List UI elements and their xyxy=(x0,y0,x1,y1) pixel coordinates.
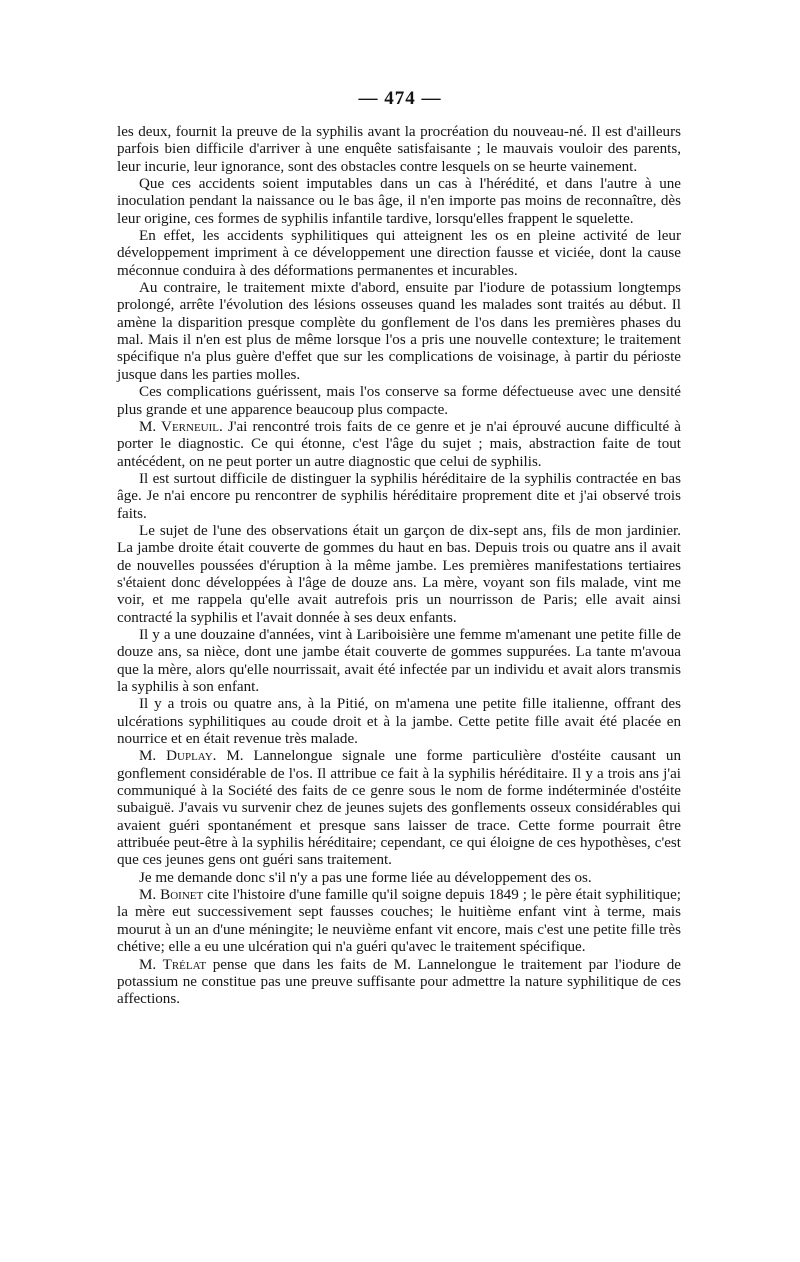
paragraph xyxy=(117,124,681,176)
speaker-name: M. Verneuil. xyxy=(139,418,223,435)
paragraph xyxy=(117,384,681,419)
paragraph xyxy=(117,176,681,228)
paragraph-text: Que ces accidents soient imputables dans un cas à l'hérédité, et dans l'autre à une inoculation pendant la naissance ou le bas âge, il n'en importe pas moins de reconnaître, dès leur origine, ces formes de syphilis infantile tardive, lorsqu'elles frappent le squelette. xyxy=(117,176,681,227)
paragraph xyxy=(117,887,681,956)
paragraph xyxy=(117,627,681,696)
paragraph-text: M. Lannelongue signale une forme particulière d'ostéite causant un gonflement considérable de l'os. Il attribue ce fait à la syphilis héréditaire. Il y a trois ans j'ai communiqué à la Société des faits de ce genre sous le nom de forme indéterminée d'ostéite subaiguë. J'avais vu survenir chez de jeunes sujets des gonflements osseux considérables qui avaient guéri spontanément et presque sans laisser de trace. Cette forme pourrait être attribuée peut-être à la syphilis héréditaire; cependant, ce qui éloigne de ces hypothèses, c'est que ces jeunes gens ont guéri sans traitement. xyxy=(117,748,681,869)
paragraph-text: Au contraire, le traitement mixte d'abord, ensuite par l'iodure de potassium longtemps prolongé, arrête l'évolution des lésions osseuses quand les malades sont traités au début. Il amène la disparition presque complète du gonflement de l'os dans les premières phases du mal. Mais il n'en est plus de même lorsque l'os a pris une nouvelle contexture; le traitement spécifique n'a plus guère d'effet que sur les complications de voisinage, à partir du périoste jusque dans les parties molles. xyxy=(117,280,681,383)
paragraph xyxy=(117,957,681,1009)
paragraph-text: Le sujet de l'une des observations était un garçon de dix-sept ans, fils de mon jardinier. La jambe droite était couverte de gommes du haut en bas. Depuis trois ou quatre ans il avait de nouvelles poussées d'éruption à la même jambe. Les premières manifestations tertiaires s'étaient donc développées à l'âge de douze ans. La mère, voyant son fils malade, vint me voir, et me rappela qu'elle avait autrefois pris un nourrisson de Paris; elle avait ainsi contracté la syphilis et l'avait donnée à ses deux enfants. xyxy=(117,522,681,626)
paragraph xyxy=(117,471,681,523)
paragraph xyxy=(117,280,681,384)
paragraph xyxy=(117,419,681,471)
paragraph-text: pense que dans les faits de M. Lannelongue le traitement par l'iodure de potassium ne constitue pas une preuve suffisante pour admettre la nature syphilitique de ces affections. xyxy=(117,956,681,1008)
paragraph xyxy=(117,228,681,280)
paragraph-text: Ces complications guérissent, mais l'os conserve sa forme défectueuse avec une densité plus grande et une apparence beaucoup plus compacte. xyxy=(117,384,681,418)
paragraph xyxy=(117,870,681,887)
speaker-name: M. Boinet xyxy=(139,887,204,904)
speaker-name: M. Duplay. xyxy=(139,748,217,765)
speaker-name: M. Trélat xyxy=(139,956,207,973)
paragraph-text: Il y a trois ou quatre ans, à la Pitié, on m'amena une petite fille italienne, offrant des ulcérations syphilitiques au coude droit et à la jambe. Cette petite fille avait été placée en nourrice et en était revenue très malade. xyxy=(117,696,681,748)
paragraph-text: Il est surtout difficile de distinguer la syphilis héréditaire de la syphilis contractée en bas âge. Je n'ai encore pu rencontrer de syphilis héréditaire proprement dite et j'ai observé trois faits. xyxy=(117,470,681,522)
paragraph-text: les deux, fournit la preuve de la syphilis avant la procréation du nouveau-né. Il est d'ailleurs parfois bien difficile d'arriver à une enquête satisfaisante ; le mauvais vouloir des parents, leur incurie, leur ignorance, sont des obstacles contre lesquels on se heurte vainement. xyxy=(117,124,681,175)
body-text xyxy=(117,124,681,1009)
paragraph-text: cite l'histoire d'une famille qu'il soigne depuis 1849 ; le père était syphilitique; la mère eut successivement sept fausses couches; le huitième enfant vint à terme, mais mourut à un an d'une méningite; le neuvième enfant vit encore, mais c'est une petite fille très chétive; elle a eu une ulcération qui n'a guéri qu'avec le traitement spécifique. xyxy=(117,887,681,956)
paragraph-text: En effet, les accidents syphilitiques qui atteignent les os en pleine activité de leur développement impriment à ce développement une direction fausse et viciée, dont la cause méconnue conduira à des déformations permanentes et incurables. xyxy=(117,228,681,279)
paragraph xyxy=(117,696,681,748)
paragraph-text: Il y a une douzaine d'années, vint à Lariboisière une femme m'amenant une petite fille de douze ans, sa nièce, dont une jambe était couverte de gommes suppurées. La tante m'avoua que la mère, alors qu'elle nourrissait, avait été infectée par un individu et avait alors transmis la syphilis à son enfant. xyxy=(117,626,681,695)
paragraph-text: J'ai rencontré trois faits de ce genre et je n'ai éprouvé aucune difficulté à porter le diagnostic. Ce qui étonne, c'est l'âge du sujet ; mais, abstraction faite de tout antécédent, on ne peut porter un autre diagnostic que celui de syphilis. xyxy=(117,418,681,470)
page-number: — 474 — xyxy=(358,88,442,109)
paragraph xyxy=(117,748,681,869)
paragraph xyxy=(117,523,681,627)
paragraph-text: Je me demande donc s'il n'y a pas une forme liée au développement des os. xyxy=(139,869,592,886)
